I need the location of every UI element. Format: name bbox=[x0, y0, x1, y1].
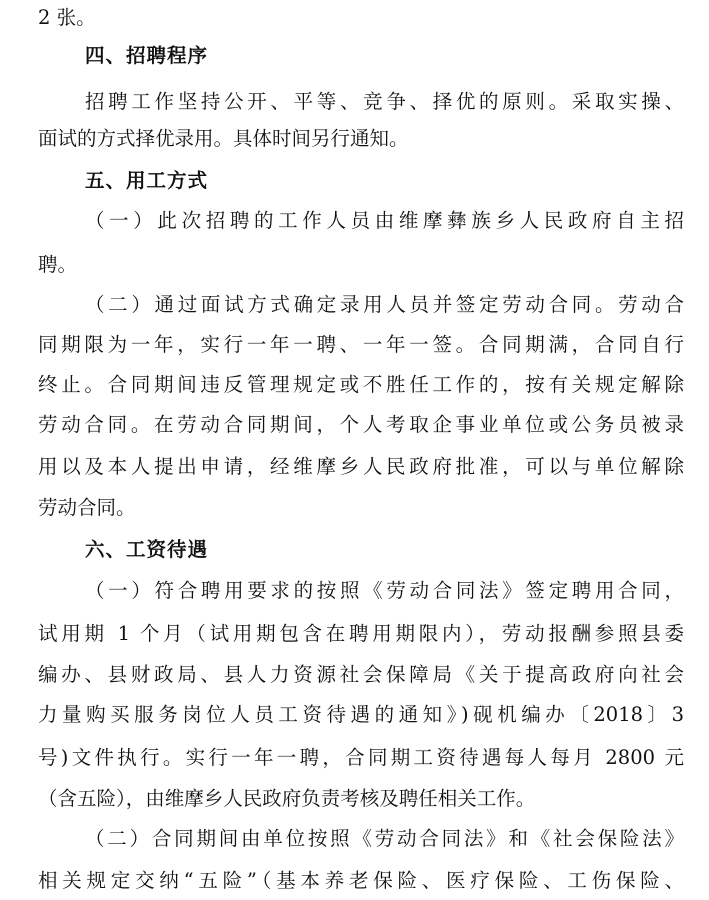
text-line: 相关规定交纳“五险”（基本养老保险、医疗保险、工伤保险、 bbox=[38, 869, 684, 892]
text-line: 聘。 bbox=[38, 253, 78, 276]
text-line: 面试的方式择优录用。具体时间另行通知。 bbox=[38, 127, 409, 150]
text-line: 号)文件执行。实行一年一聘，合同期工资待遇每人每月 2800 元 bbox=[38, 746, 684, 769]
text-line: 终止。合同期间违反管理规定或不胜任工作的，按有关规定解除 bbox=[38, 373, 684, 396]
text-line: 编办、县财政局、县人力资源社会保障局《关于提高政府向社会 bbox=[38, 663, 684, 686]
section-heading-4: 四、招聘程序 bbox=[85, 44, 209, 67]
text-line: 力量购买服务岗位人员工资待遇的通知》)砚机编办〔2018〕3 bbox=[38, 703, 684, 726]
section-heading-5: 五、用工方式 bbox=[85, 169, 209, 192]
text-line: 招聘工作坚持公开、平等、竞争、择优的原则。采取实操、 bbox=[85, 90, 684, 113]
text-line: 劳动合同。 bbox=[38, 496, 136, 519]
text-line: 2 张。 bbox=[38, 6, 96, 29]
text-line: （二）通过面试方式确定录用人员并签定劳动合同。劳动合 bbox=[85, 293, 684, 316]
section-heading-6: 六、工资待遇 bbox=[85, 538, 209, 561]
text-line: 劳动合同。在劳动合同期间，个人考取企事业单位或公务员被录 bbox=[38, 413, 684, 436]
text-line: 同期限为一年，实行一年一聘、一年一签。合同期满，合同自行 bbox=[38, 333, 684, 356]
text-line: （含五险），由维摩乡人民政府负责考核及聘任相关工作。 bbox=[38, 787, 536, 810]
text-line: 用以及本人提出申请，经维摩乡人民政府批准，可以与单位解除 bbox=[38, 455, 684, 478]
text-line: （二）合同期间由单位按照《劳动合同法》和《社会保险法》 bbox=[85, 827, 684, 850]
text-line: （一）符合聘用要求的按照《劳动合同法》签定聘用合同， bbox=[85, 579, 684, 602]
text-line: 试用期 1 个月（试用期包含在聘用期限内），劳动报酬参照县委 bbox=[38, 622, 684, 645]
text-line: （一）此次招聘的工作人员由维摩彝族乡人民政府自主招 bbox=[85, 209, 684, 232]
